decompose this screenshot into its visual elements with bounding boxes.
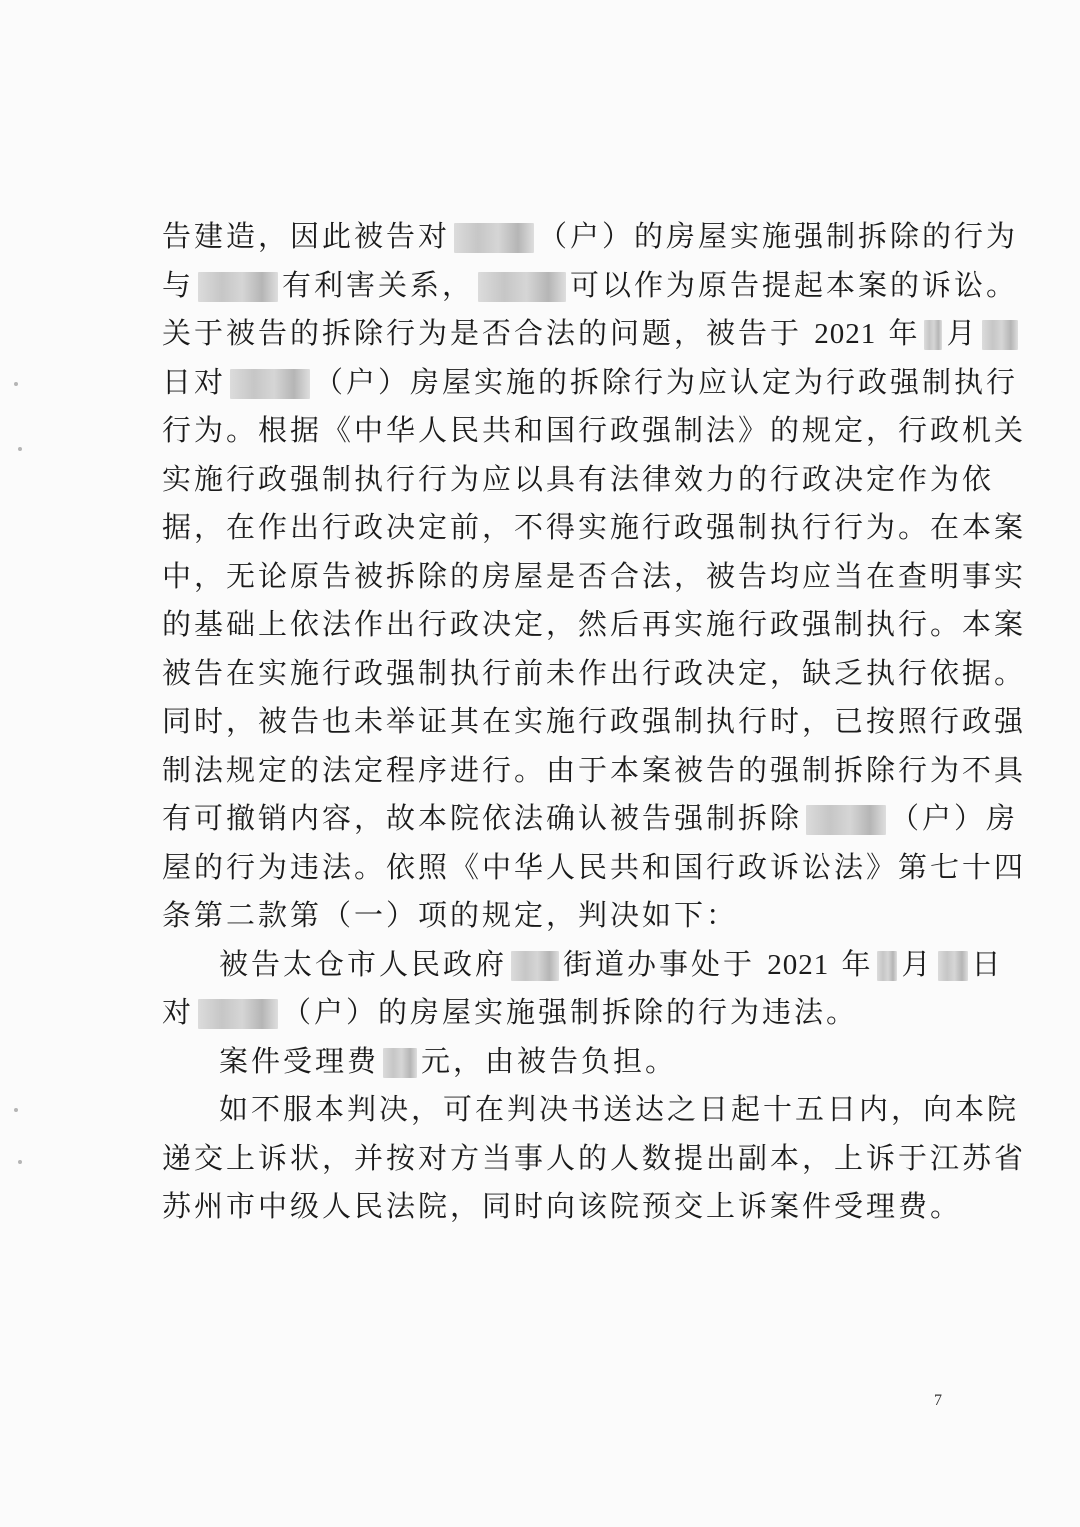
- text-line: 据，在作出行政决定前，不得实施行政强制执行行为。在本案: [162, 510, 1027, 544]
- redacted-area: [924, 320, 942, 350]
- text-line: 同时，被告也未举证其在实施行政强制执行时，已按照行政强: [162, 704, 1027, 738]
- text-line: 行为。根据《中华人民共和国行政强制法》的规定，行政机关: [162, 413, 1027, 447]
- text-line: 实施行政强制执行行为应以具有法律效力的行政决定作为依: [162, 461, 995, 496]
- redacted-area: [938, 951, 968, 981]
- redacted-area: [198, 999, 278, 1029]
- text-line: 被告在实施行政强制执行前未作出行政决定，缺乏执行依据。: [162, 655, 1027, 690]
- judgment-text: [162, 212, 1027, 1231]
- text-line: 日对 （户）房屋实施的拆除行为应认定为行政强制执行: [162, 364, 1019, 399]
- redacted-area: [877, 951, 897, 981]
- redacted-area: [383, 1048, 417, 1078]
- scan-speck: [14, 382, 18, 386]
- text-line: 条第二款第（一）项的规定，判决如下：: [162, 898, 739, 932]
- redacted-area: [454, 223, 534, 253]
- text-line: 中，无论原告被拆除的房屋是否合法，被告均应当在查明事实: [162, 558, 1027, 593]
- fee-line: 案件受理费 元，由被告负担。: [219, 1043, 678, 1078]
- text-line: 苏州市中级人民法院，同时向该院预交上诉案件受理费。: [162, 1189, 963, 1223]
- text-line: 关于被告的拆除行为是否合法的问题，被告于 2021 年 月: [162, 309, 962, 358]
- scan-speck: [18, 447, 22, 451]
- text-line: 制法规定的法定程序进行。由于本案被告的强制拆除行为不具: [162, 752, 1027, 787]
- redacted-area: [806, 805, 886, 835]
- text-line: 对 （户）的房屋实施强制拆除的行为违法。: [162, 995, 859, 1029]
- redacted-area: [198, 272, 278, 302]
- text-line: 屋的行为违法。依照《中华人民共和国行政诉讼法》第七十四: [162, 849, 1027, 884]
- verdict-line: 被告太仓市人民政府 街道办事处于 2021 年 月 日: [219, 946, 1004, 981]
- redacted-area: [230, 369, 310, 399]
- text-line: 递交上诉状，并按对方当事人的人数提出副本，上诉于江苏省: [162, 1140, 1027, 1175]
- scan-speck: [14, 1108, 18, 1112]
- page-number: 7: [934, 1392, 942, 1409]
- text-line: 的基础上依法作出行政决定，然后再实施行政强制执行。本案: [162, 607, 1027, 641]
- appeal-line: 如不服本判决，可在判决书送达之日起十五日内，向本院: [219, 1092, 1020, 1126]
- redacted-area: [478, 272, 566, 302]
- redacted-area: [982, 320, 1018, 350]
- scan-speck: [18, 1160, 22, 1164]
- text-line: 告建造，因此被告对 （户）的房屋实施强制拆除的行为: [162, 219, 1019, 253]
- text-line: 有可撤销内容，故本院依法确认被告强制拆除 （户）房: [162, 801, 1019, 835]
- redacted-area: [511, 951, 559, 981]
- text-line: 与 有利害关系， 可以作为原告提起本案的诉讼。: [162, 267, 1019, 302]
